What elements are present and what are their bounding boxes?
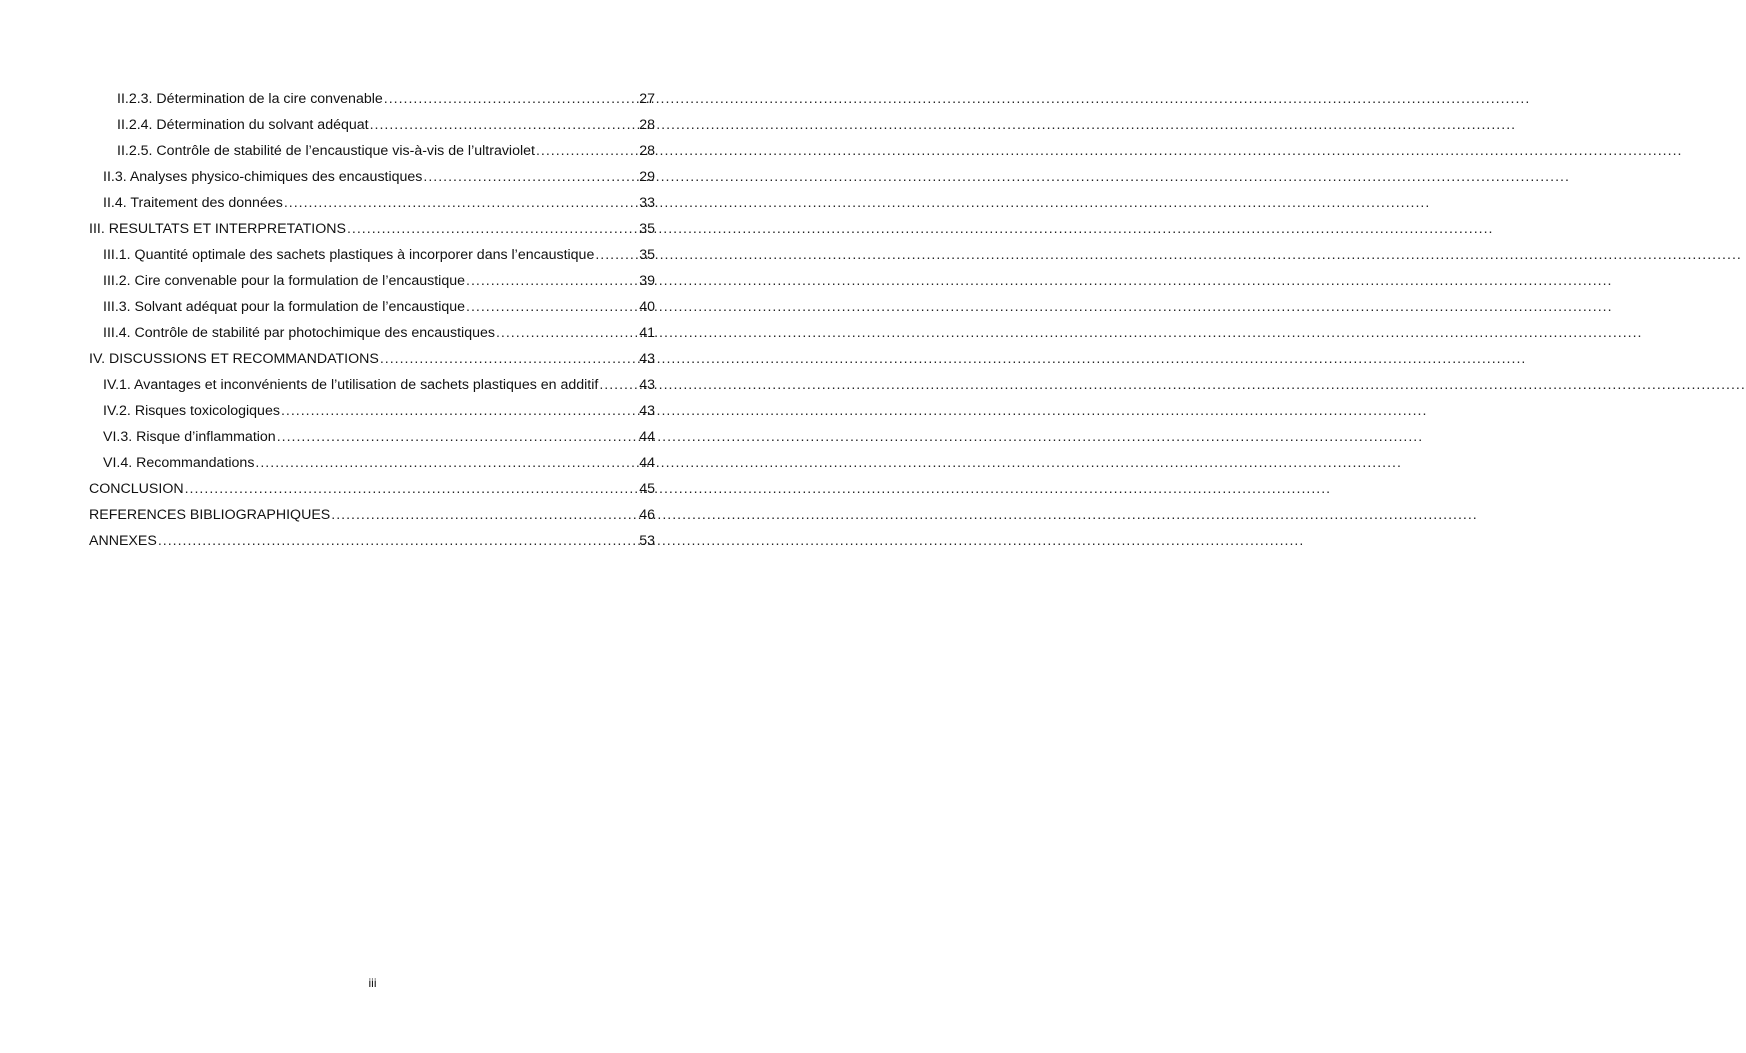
toc-entry[interactable] xyxy=(89,86,655,112)
toc-entry-title: II.3. Analyses physico-chimiques des encaustiques xyxy=(103,169,423,185)
toc-entry[interactable] xyxy=(89,138,655,164)
toc-entry-page: 35 xyxy=(639,247,655,263)
toc-entry-title: REFERENCES BIBLIOGRAPHIQUES xyxy=(89,507,331,523)
toc-entry-title: VI.3. Risque d’inflammation xyxy=(103,429,276,445)
toc-entry-page: 43 xyxy=(639,377,655,393)
toc-entry[interactable] xyxy=(89,268,655,294)
toc-entry-page: 44 xyxy=(639,455,655,471)
toc-entry-page: 33 xyxy=(639,195,655,211)
toc-entry[interactable] xyxy=(89,424,655,450)
toc-entry[interactable] xyxy=(89,372,655,398)
toc-entry-title: III.1. Quantité optimale des sachets plastiques à incorporer dans l’encaustique xyxy=(103,247,595,263)
toc-entry[interactable] xyxy=(89,294,655,320)
toc-entry-page: 46 xyxy=(639,507,655,523)
toc-dot-leader xyxy=(466,294,637,320)
toc-dot-leader xyxy=(595,242,637,268)
toc-entry-page: 45 xyxy=(639,481,655,497)
toc-entry[interactable] xyxy=(89,346,655,372)
toc-entry[interactable] xyxy=(89,476,655,502)
table-of-contents xyxy=(89,86,655,554)
toc-entry-title: IV. DISCUSSIONS ET RECOMMANDATIONS xyxy=(89,351,379,367)
toc-dot-leader xyxy=(466,268,637,294)
toc-entry-title: IV.1. Avantages et inconvénients de l’utilisation de sachets plastiques en additif xyxy=(103,377,599,393)
toc-dot-leader xyxy=(380,346,637,372)
toc-dot-leader xyxy=(277,424,638,450)
toc-entry[interactable] xyxy=(89,112,655,138)
toc-dot-leader xyxy=(284,190,637,216)
toc-entry-title: II.2.3. Détermination de la cire convenable xyxy=(117,91,383,107)
toc-entry-page: 43 xyxy=(639,351,655,367)
toc-dot-leader xyxy=(423,164,637,190)
toc-entry[interactable] xyxy=(89,502,655,528)
toc-entry-title: III. RESULTATS ET INTERPRETATIONS xyxy=(89,221,346,237)
toc-entry-title: III.2. Cire convenable pour la formulation de l’encaustique xyxy=(103,273,465,289)
toc-entry-page: 40 xyxy=(639,299,655,315)
toc-entry-title: II.4. Traitement des données xyxy=(103,195,283,211)
toc-entry-page: 39 xyxy=(639,273,655,289)
toc-dot-leader xyxy=(185,476,638,502)
toc-dot-leader xyxy=(370,112,638,138)
toc-dot-leader xyxy=(281,398,637,424)
toc-entry[interactable] xyxy=(89,164,655,190)
toc-entry-page: 43 xyxy=(639,403,655,419)
toc-entry[interactable] xyxy=(89,398,655,424)
toc-dot-leader xyxy=(158,528,637,554)
toc-entry-page: 44 xyxy=(639,429,655,445)
toc-entry-page: 41 xyxy=(639,325,655,341)
toc-dot-leader xyxy=(331,502,637,528)
toc-entry-title: VI.4. Recommandations xyxy=(103,455,255,471)
toc-entry-page: 53 xyxy=(639,533,655,549)
toc-entry-title: II.2.4. Détermination du solvant adéquat xyxy=(117,117,369,133)
toc-entry-title: II.2.5. Contrôle de stabilité de l’encaustique vis-à-vis de l’ultraviolet xyxy=(117,143,535,159)
toc-entry-title: III.4. Contrôle de stabilité par photochimique des encaustiques xyxy=(103,325,495,341)
toc-entry-page: 27 xyxy=(639,91,655,107)
toc-dot-leader xyxy=(255,450,637,476)
toc-entry[interactable] xyxy=(89,242,655,268)
toc-entry-title: III.3. Solvant adéquat pour la formulation de l’encaustique xyxy=(103,299,466,315)
toc-dot-leader xyxy=(496,320,637,346)
page-number: iii xyxy=(368,976,377,990)
toc-dot-leader xyxy=(536,138,637,164)
toc-dot-leader xyxy=(384,86,637,112)
toc-entry-page: 28 xyxy=(639,143,655,159)
toc-entry-title: ANNEXES xyxy=(89,533,157,549)
toc-entry-page: 35 xyxy=(639,221,655,237)
toc-entry-title: CONCLUSION xyxy=(89,481,184,497)
toc-entry-title: IV.2. Risques toxicologiques xyxy=(103,403,280,419)
toc-entry[interactable] xyxy=(89,190,655,216)
toc-dot-leader xyxy=(599,372,637,398)
toc-entry[interactable] xyxy=(89,528,655,554)
toc-entry-page: 29 xyxy=(639,169,655,185)
toc-entry[interactable] xyxy=(89,450,655,476)
toc-dot-leader xyxy=(347,216,637,242)
toc-entry[interactable] xyxy=(89,320,655,346)
toc-entry[interactable] xyxy=(89,216,655,242)
toc-entry-page: 28 xyxy=(639,117,655,133)
